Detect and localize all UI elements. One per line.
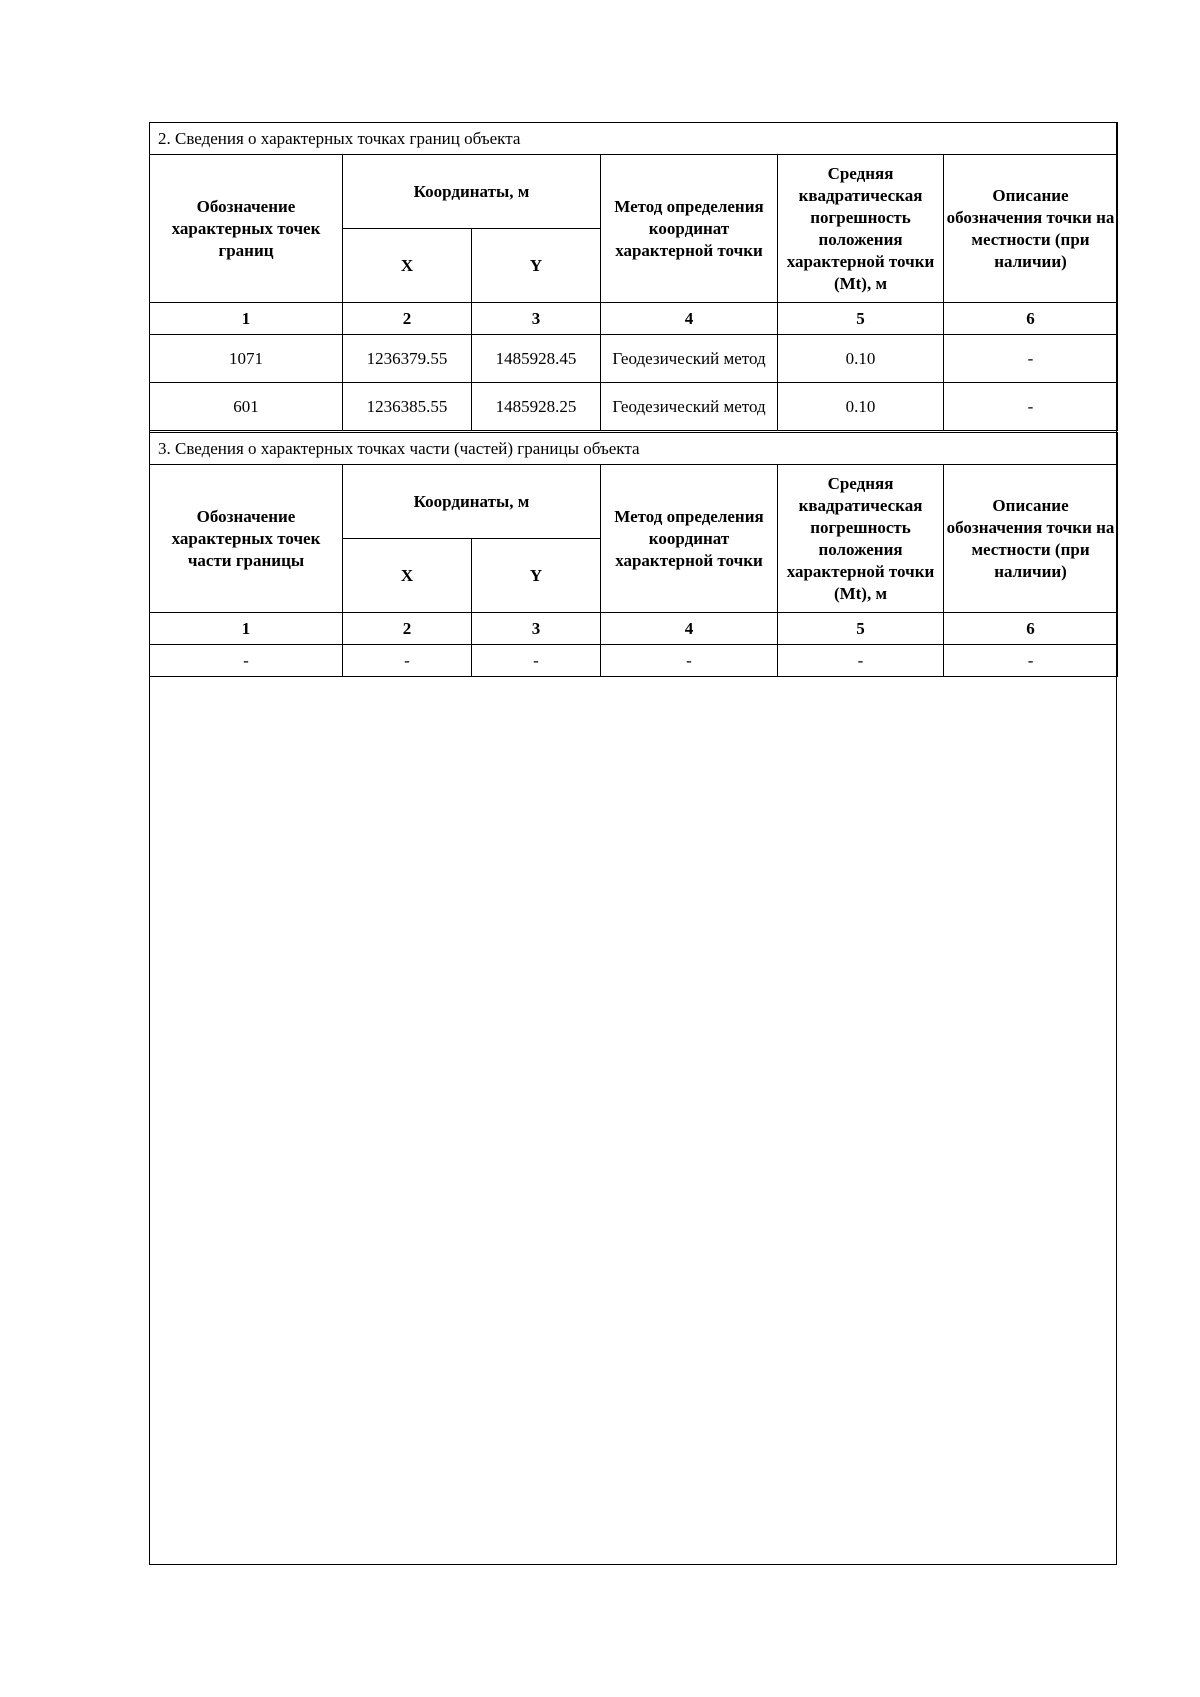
header-error: Средняя квадратическая погрешность положения характерной точки (Mt), м [778, 465, 944, 613]
error-cell: 0.10 [778, 383, 944, 431]
y-cell: 1485928.25 [472, 383, 601, 431]
y-cell: 1485928.45 [472, 335, 601, 383]
header-coordinates: Координаты, м [343, 155, 601, 229]
description-cell: - [944, 335, 1118, 383]
column-number: 2 [343, 303, 472, 335]
x-cell: - [343, 645, 472, 677]
method-cell: Геодезический метод [601, 383, 778, 431]
header-description: Описание обозначения точки на местности (при наличии) [944, 465, 1118, 613]
column-number: 4 [601, 613, 778, 645]
header-coordinates: Координаты, м [343, 465, 601, 539]
table-row [150, 383, 1118, 431]
x-cell: 1236385.55 [343, 383, 472, 431]
column-number: 3 [472, 303, 601, 335]
column-number: 4 [601, 303, 778, 335]
table-row [150, 645, 1118, 677]
column-number: 5 [778, 303, 944, 335]
column-number: 1 [150, 613, 343, 645]
column-number: 6 [944, 303, 1118, 335]
point-cell: 601 [150, 383, 343, 431]
header-x: X [343, 539, 472, 613]
column-number: 5 [778, 613, 944, 645]
header-point-designation: Обозначение характерных точек части границы [150, 465, 343, 613]
error-cell: 0.10 [778, 335, 944, 383]
point-cell: 1071 [150, 335, 343, 383]
section-3-title: 3. Сведения о характерных точках части (частей) границы объекта [150, 433, 1118, 465]
error-cell: - [778, 645, 944, 677]
header-method: Метод определения координат характерной точки [601, 465, 778, 613]
header-y: Y [472, 539, 601, 613]
header-point-designation: Обозначение характерных точек границ [150, 155, 343, 303]
boundary-points-table [149, 122, 1118, 431]
column-number: 3 [472, 613, 601, 645]
header-x: X [343, 229, 472, 303]
table-row [150, 335, 1118, 383]
header-method: Метод определения координат характерной точки [601, 155, 778, 303]
part-boundary-points-table [149, 432, 1118, 677]
method-cell: Геодезический метод [601, 335, 778, 383]
column-number: 6 [944, 613, 1118, 645]
method-cell: - [601, 645, 778, 677]
description-cell: - [944, 645, 1118, 677]
header-error: Средняя квадратическая погрешность положения характерной точки (Mt), м [778, 155, 944, 303]
column-number: 2 [343, 613, 472, 645]
header-description: Описание обозначения точки на местности (при наличии) [944, 155, 1118, 303]
section-2-title: 2. Сведения о характерных точках границ объекта [150, 123, 1118, 155]
y-cell: - [472, 645, 601, 677]
column-number: 1 [150, 303, 343, 335]
description-cell: - [944, 383, 1118, 431]
point-cell: - [150, 645, 343, 677]
header-y: Y [472, 229, 601, 303]
x-cell: 1236379.55 [343, 335, 472, 383]
